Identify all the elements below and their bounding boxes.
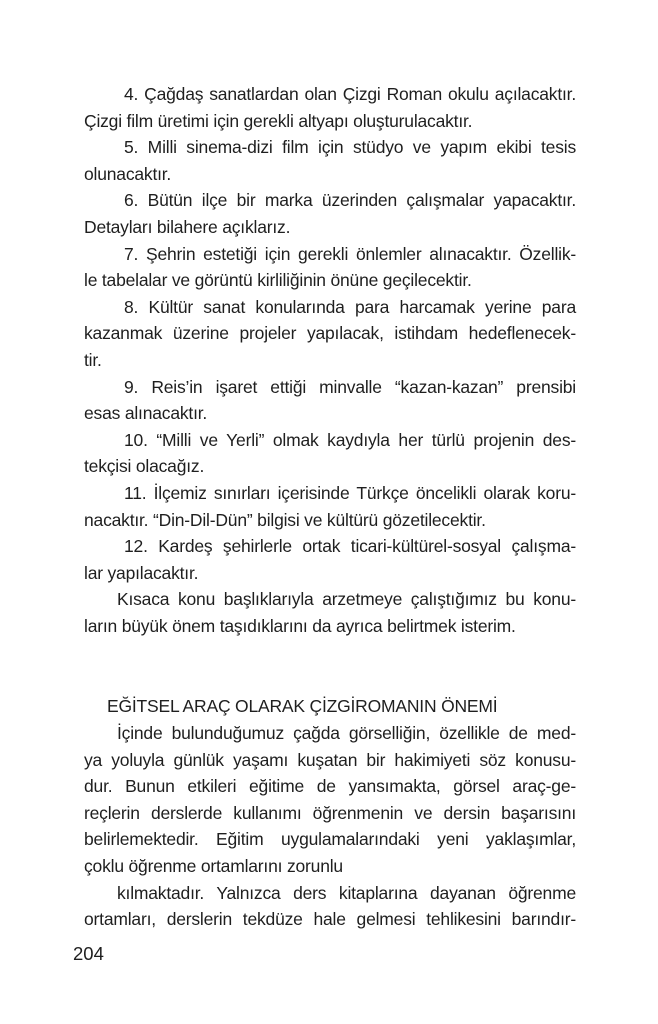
text-line: reçlerin derslerde kullanımı öğrenmenin ve dersin başarısını <box>84 802 576 823</box>
text-line: 12. Kardeş şehirlerle ortak ticari-kültürel-sosyal çalışma- <box>124 536 576 557</box>
text-line: 10. “Milli ve Yerli” olmak kaydıyla her türlü projenin des- <box>124 429 576 450</box>
text-line: ya yoluyla günlük yaşamı kuşatan bir hakimiyeti söz konusu- <box>84 749 576 770</box>
text-line: tir. <box>84 349 102 370</box>
text-line: kılmaktadır. Yalnızca ders kitaplarına dayanan öğrenme <box>117 882 576 903</box>
paragraph <box>84 427 576 480</box>
paragraph <box>84 586 576 639</box>
paragraph <box>84 294 576 374</box>
text-line: ortamları, derslerin tekdüze hale gelmesi tehlikesini barındır- <box>84 909 576 930</box>
paragraph <box>84 374 576 427</box>
paragraph <box>84 187 576 240</box>
paragraph <box>84 533 576 586</box>
text-line: Kısaca konu başlıklarıyla arzetmeye çalıştığımız bu konu- <box>117 589 576 610</box>
paragraph <box>84 480 576 533</box>
text-line: İçinde bulunduğumuz çağda görselliğin, özellikle de med- <box>117 723 576 744</box>
page-text <box>84 81 576 933</box>
paragraph <box>84 720 576 880</box>
text-line: le tabelalar ve görüntü kirliliğinin önüne geçilecektir. <box>84 270 472 291</box>
text-line: 11. İlçemiz sınırları içerisinde Türkçe öncelikli olarak koru- <box>124 482 576 503</box>
text-line: 8. Kültür sanat konularında para harcamak yerine para <box>124 296 576 317</box>
text-line: 9. Reis’in işaret ettiği minvalle “kazan-kazan” prensibi <box>124 376 576 397</box>
text-line: 5. Milli sinema-dizi film için stüdyo ve yapım ekibi tesis <box>124 137 576 158</box>
paragraph <box>84 81 576 134</box>
text-line: esas alınacaktır. <box>84 403 208 424</box>
text-line: Detayları bilahere açıklarız. <box>84 216 291 237</box>
paragraph <box>84 880 576 933</box>
text-line: dur. Bunun etkileri eğitime de yansımakta, görsel araç-ge- <box>84 776 576 797</box>
section-heading: EĞİTSEL ARAÇ OLARAK ÇİZGİROMANIN ÖNEMİ <box>107 696 498 717</box>
text-line: lar yapılacaktır. <box>84 562 199 583</box>
text-line: 7. Şehrin estetiği için gerekli önlemler alınacaktır. Özellik- <box>124 243 576 264</box>
text-line: ların büyük önem taşıdıklarını da ayrıca belirtmek isterim. <box>84 615 516 636</box>
paragraph <box>84 241 576 294</box>
text-line: nacaktır. “Din-Dil-Dün” bilgisi ve kültürü gözetilecektir. <box>84 509 486 530</box>
text-line: tekçisi olacağız. <box>84 456 205 477</box>
text-line: 6. Bütün ilçe bir marka üzerinden çalışmalar yapacaktır. <box>124 190 576 211</box>
paragraph <box>84 134 576 187</box>
text-line: olunacaktır. <box>84 163 172 184</box>
text-line: çoklu öğrenme ortamlarını zorunlu <box>84 856 343 877</box>
text-line: 4. Çağdaş sanatlardan olan Çizgi Roman okulu açılacaktır. <box>124 84 576 104</box>
page-number: 204 <box>73 943 104 964</box>
text-line: kazanmak üzerine projeler yapılacak, istihdam hedeflenecek- <box>84 323 576 344</box>
text-line: belirlemektedir. Eğitim uygulamalarındaki yeni yaklaşımlar, <box>84 829 576 850</box>
text-line: Çizgi film üretimi için gerekli altyapı oluşturulacaktır. <box>84 110 473 131</box>
